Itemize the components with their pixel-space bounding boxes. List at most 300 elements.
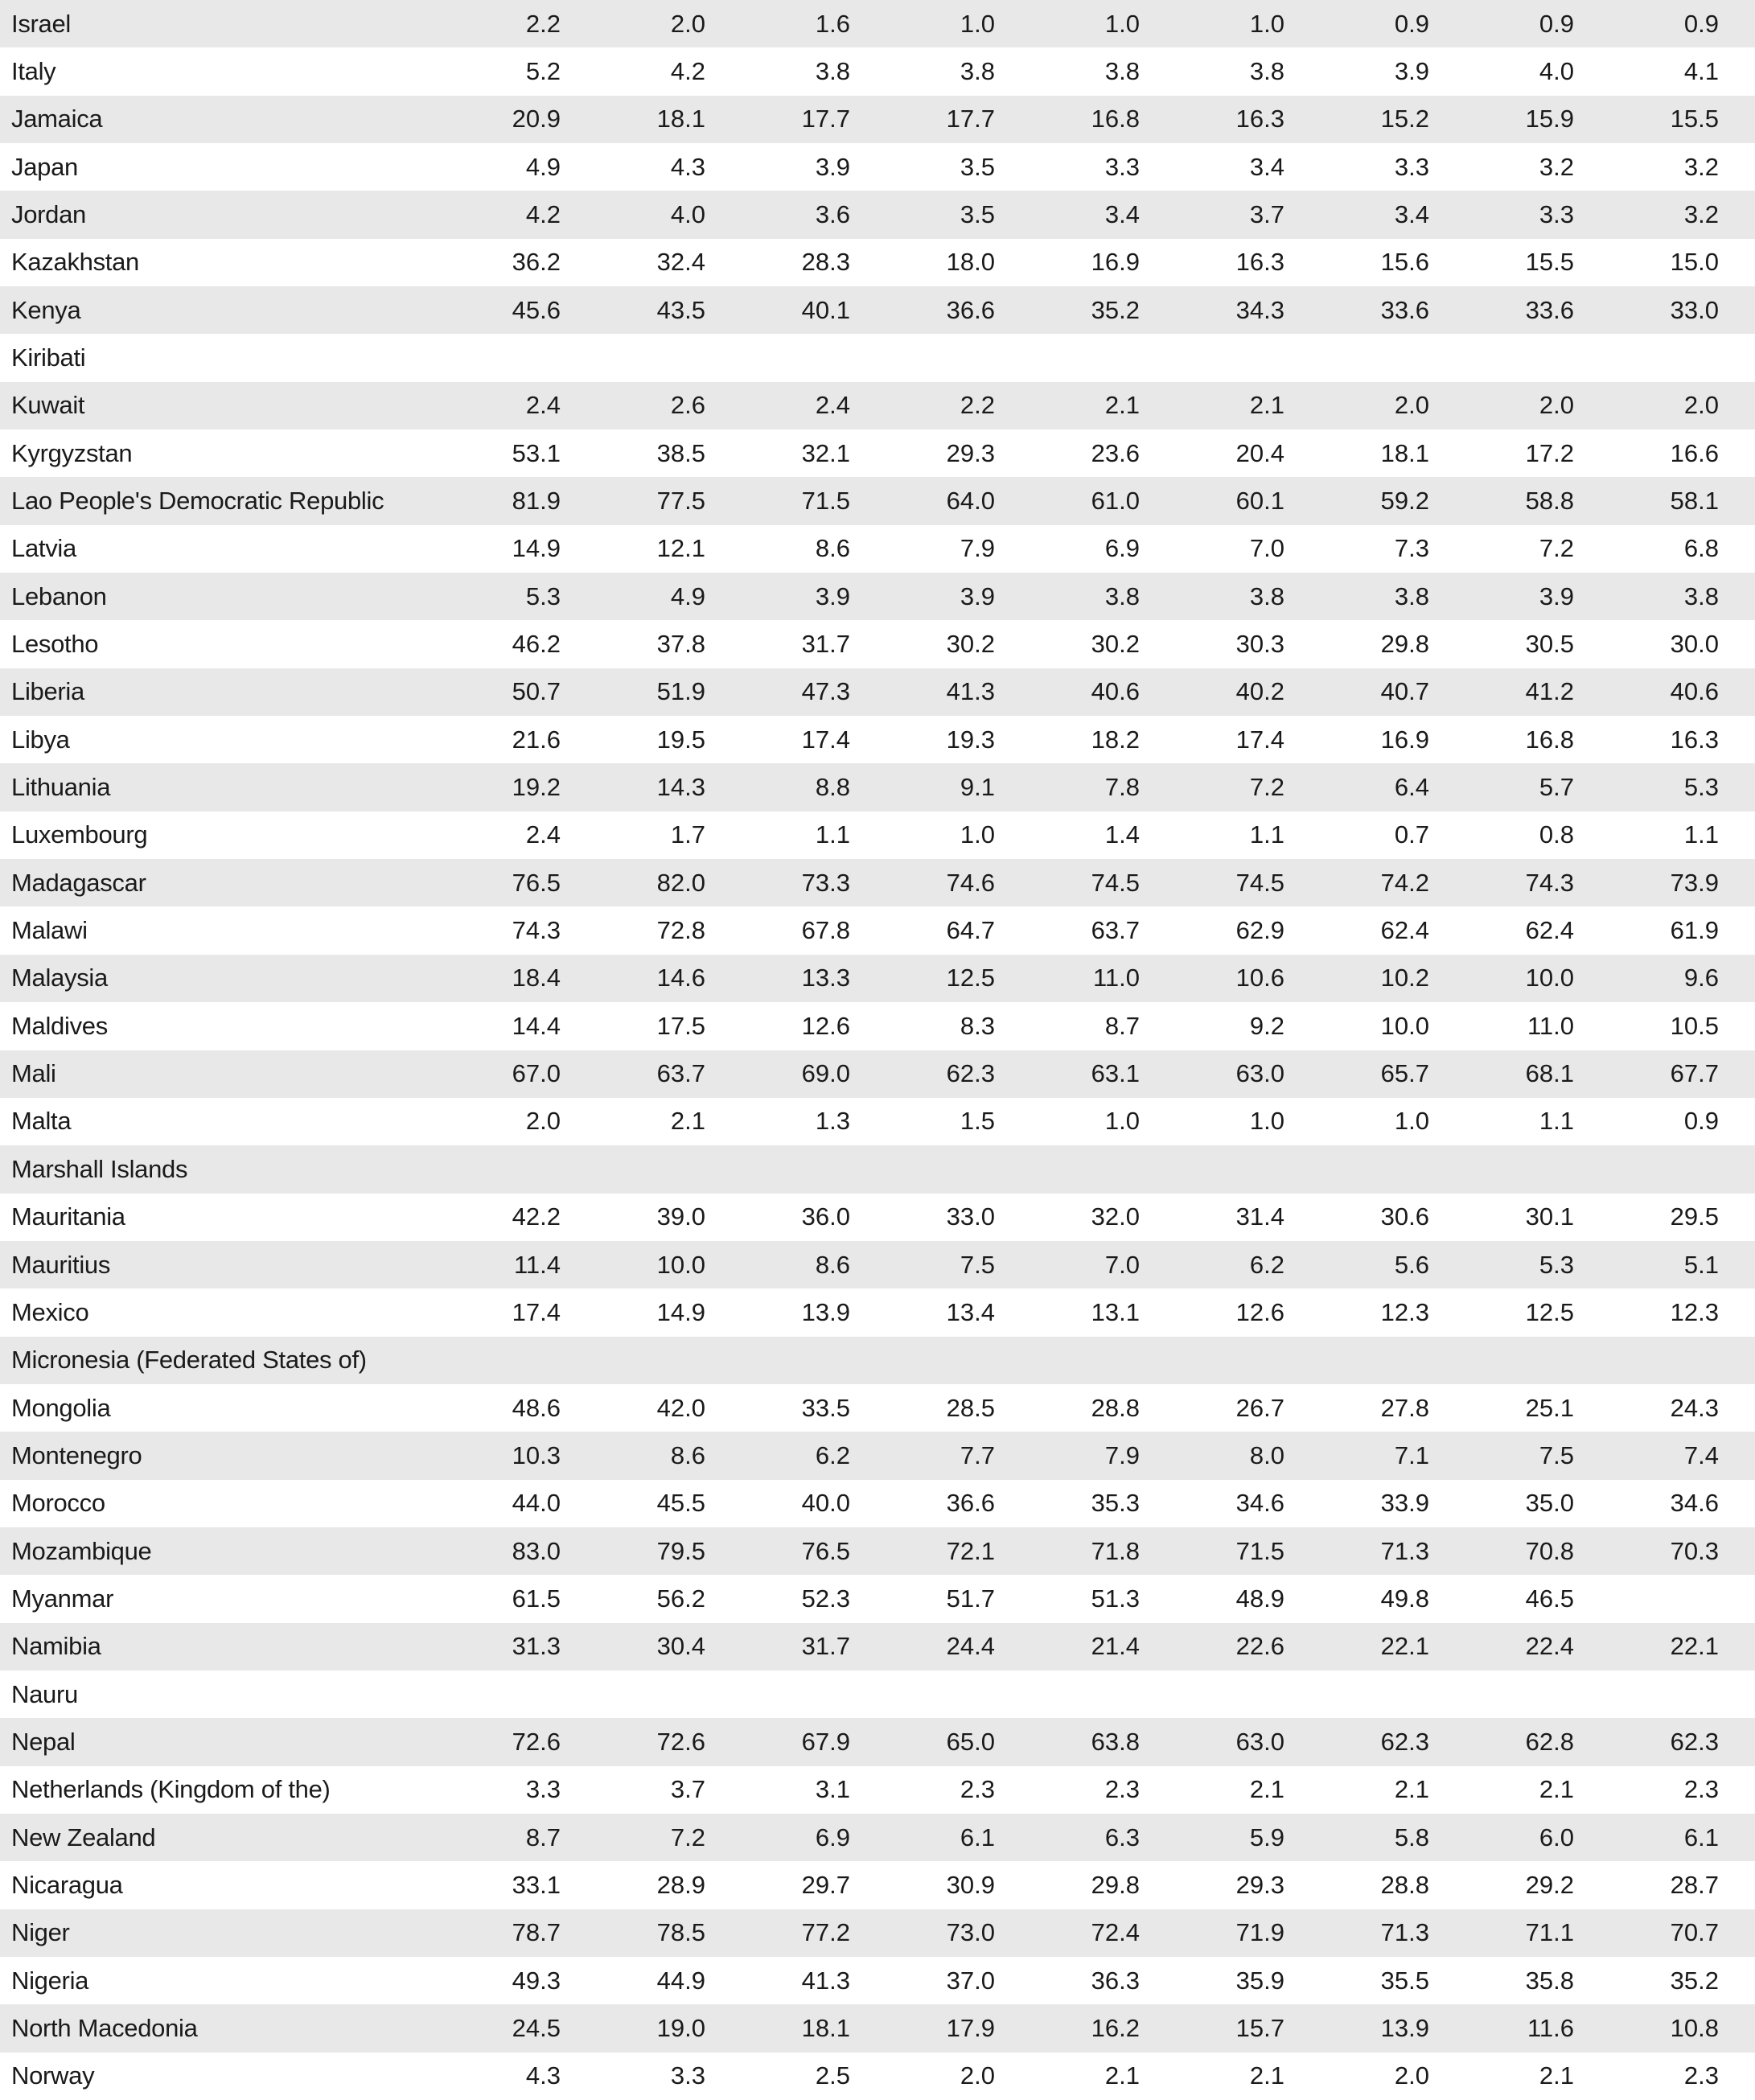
value-cell: 3.7 <box>1249 200 1284 229</box>
table-row <box>0 573 1755 620</box>
value-cell: 15.0 <box>1670 248 1719 277</box>
value-cell: 25.1 <box>1525 1393 1574 1422</box>
value-cell: 10.0 <box>656 1250 705 1279</box>
value-cell: 6.9 <box>1104 534 1140 563</box>
value-cell: 21.4 <box>1091 1632 1140 1661</box>
table-row <box>0 1957 1755 2004</box>
table-row <box>0 1145 1755 1193</box>
value-cell: 40.6 <box>1670 677 1719 706</box>
value-cell: 1.0 <box>960 9 995 38</box>
value-cell: 3.3 <box>670 2061 705 2090</box>
value-cell: 32.1 <box>801 438 850 467</box>
value-cell: 10.0 <box>1525 964 1574 992</box>
value-cell: 62.3 <box>1670 1727 1719 1756</box>
value-cell: 36.3 <box>1091 1966 1140 1995</box>
value-cell: 46.2 <box>512 630 561 659</box>
value-cell: 28.8 <box>1380 1870 1429 1899</box>
value-cell: 46.5 <box>1525 1584 1574 1613</box>
value-cell: 18.4 <box>512 964 561 992</box>
country-name-cell: Mauritania <box>11 1202 125 1231</box>
value-cell: 42.0 <box>656 1393 705 1422</box>
table-row <box>0 47 1755 95</box>
value-cell: 4.0 <box>670 200 705 229</box>
value-cell: 7.1 <box>1394 1440 1429 1469</box>
value-cell: 62.4 <box>1380 916 1429 945</box>
value-cell: 53.1 <box>512 438 561 467</box>
value-cell: 30.2 <box>946 630 995 659</box>
value-cell: 14.9 <box>656 1297 705 1326</box>
value-cell: 16.3 <box>1670 725 1719 754</box>
table-row <box>0 477 1755 524</box>
value-cell: 15.5 <box>1525 248 1574 277</box>
value-cell: 33.0 <box>946 1202 995 1231</box>
country-name-cell: Lao People's Democratic Republic <box>11 487 384 516</box>
value-cell: 16.3 <box>1235 105 1284 134</box>
value-cell: 20.4 <box>1235 438 1284 467</box>
value-cell: 72.6 <box>656 1727 705 1756</box>
value-cell: 77.5 <box>656 487 705 516</box>
value-cell: 0.9 <box>1394 9 1429 38</box>
value-cell: 13.3 <box>801 964 850 992</box>
value-cell: 50.7 <box>512 677 561 706</box>
country-name-cell: Maldives <box>11 1011 108 1040</box>
value-cell: 30.0 <box>1670 630 1719 659</box>
value-cell: 1.0 <box>1249 9 1284 38</box>
value-cell: 6.2 <box>1249 1250 1284 1279</box>
value-cell: 78.7 <box>512 1918 561 1947</box>
value-cell: 63.0 <box>1235 1059 1284 1088</box>
value-cell: 0.9 <box>1683 9 1719 38</box>
country-name-cell: Malaysia <box>11 964 108 992</box>
value-cell: 74.3 <box>1525 868 1574 897</box>
country-name-cell: Latvia <box>11 534 76 563</box>
value-cell: 14.4 <box>512 1011 561 1040</box>
value-cell: 71.5 <box>1235 1536 1284 1565</box>
value-cell: 45.6 <box>512 295 561 324</box>
value-cell: 2.5 <box>815 2061 850 2090</box>
value-cell: 6.1 <box>1683 1823 1719 1851</box>
value-cell: 74.2 <box>1380 868 1429 897</box>
value-cell: 48.9 <box>1235 1584 1284 1613</box>
table-row <box>0 191 1755 238</box>
value-cell: 3.4 <box>1249 152 1284 181</box>
value-cell: 36.6 <box>946 1489 995 1518</box>
value-cell: 29.7 <box>801 1870 850 1899</box>
table-row <box>0 239 1755 286</box>
value-cell: 17.4 <box>801 725 850 754</box>
value-cell: 35.2 <box>1670 1966 1719 1995</box>
value-cell: 42.2 <box>512 1202 561 1231</box>
value-cell: 82.0 <box>656 868 705 897</box>
value-cell: 17.9 <box>946 2013 995 2042</box>
table-row <box>0 1050 1755 1098</box>
country-name-cell: Kiribati <box>11 343 86 372</box>
value-cell: 62.9 <box>1235 916 1284 945</box>
country-name-cell: Niger <box>11 1918 70 1947</box>
value-cell: 35.8 <box>1525 1966 1574 1995</box>
value-cell: 33.6 <box>1380 295 1429 324</box>
value-cell: 6.1 <box>960 1823 995 1851</box>
value-cell: 58.1 <box>1670 487 1719 516</box>
value-cell: 1.3 <box>815 1107 850 1136</box>
value-cell: 40.2 <box>1235 677 1284 706</box>
country-name-cell: Malawi <box>11 916 88 945</box>
value-cell: 62.3 <box>946 1059 995 1088</box>
value-cell: 39.0 <box>656 1202 705 1231</box>
value-cell: 14.9 <box>512 534 561 563</box>
value-cell: 16.2 <box>1091 2013 1140 2042</box>
table-row <box>0 812 1755 859</box>
value-cell: 4.9 <box>525 152 561 181</box>
value-cell: 14.3 <box>656 773 705 802</box>
value-cell: 5.1 <box>1683 1250 1719 1279</box>
value-cell: 8.6 <box>815 534 850 563</box>
value-cell: 11.4 <box>513 1250 561 1279</box>
table-row <box>0 2053 1755 2100</box>
value-cell: 3.1 <box>815 1775 850 1804</box>
value-cell: 49.8 <box>1380 1584 1429 1613</box>
value-cell: 3.3 <box>1104 152 1140 181</box>
value-cell: 61.5 <box>512 1584 561 1613</box>
value-cell: 7.4 <box>1683 1440 1719 1469</box>
value-cell: 2.1 <box>1539 2061 1574 2090</box>
value-cell: 2.1 <box>1394 1775 1429 1804</box>
value-cell: 65.0 <box>946 1727 995 1756</box>
value-cell: 64.0 <box>946 487 995 516</box>
value-cell: 27.8 <box>1380 1393 1429 1422</box>
value-cell: 33.1 <box>512 1870 561 1899</box>
country-name-cell: Nauru <box>11 1679 78 1708</box>
value-cell: 3.9 <box>815 152 850 181</box>
value-cell: 71.3 <box>1380 1536 1429 1565</box>
value-cell: 41.2 <box>1525 677 1574 706</box>
value-cell: 12.3 <box>1380 1297 1429 1326</box>
value-cell: 2.1 <box>1249 2061 1284 2090</box>
value-cell: 35.3 <box>1091 1489 1140 1518</box>
country-name-cell: New Zealand <box>11 1823 156 1851</box>
country-name-cell: Lesotho <box>11 630 99 659</box>
value-cell: 10.5 <box>1670 1011 1719 1040</box>
value-cell: 8.7 <box>1104 1011 1140 1040</box>
value-cell: 3.9 <box>960 582 995 610</box>
value-cell: 3.9 <box>1394 56 1429 85</box>
value-cell: 21.6 <box>512 725 561 754</box>
value-cell: 7.2 <box>1249 773 1284 802</box>
country-name-cell: Libya <box>11 725 70 754</box>
value-cell: 2.1 <box>1104 2061 1140 2090</box>
value-cell: 0.8 <box>1539 820 1574 849</box>
country-name-cell: Kyrgyzstan <box>11 438 133 467</box>
table-row <box>0 2004 1755 2052</box>
value-cell: 58.8 <box>1525 487 1574 516</box>
value-cell: 31.7 <box>801 1632 850 1661</box>
value-cell: 28.7 <box>1670 1870 1719 1899</box>
value-cell: 16.9 <box>1380 725 1429 754</box>
value-cell: 67.9 <box>801 1727 850 1756</box>
value-cell: 7.2 <box>1539 534 1574 563</box>
country-name-cell: Norway <box>11 2061 95 2090</box>
value-cell: 32.4 <box>656 248 705 277</box>
value-cell: 20.9 <box>512 105 561 134</box>
value-cell: 30.6 <box>1380 1202 1429 1231</box>
table-row <box>0 1527 1755 1575</box>
value-cell: 18.2 <box>1091 725 1140 754</box>
country-name-cell: Marshall Islands <box>11 1154 188 1183</box>
country-name-cell: Italy <box>11 56 56 85</box>
value-cell: 43.5 <box>656 295 705 324</box>
country-name-cell: Nepal <box>11 1727 76 1756</box>
value-cell: 40.6 <box>1091 677 1140 706</box>
country-name-cell: Madagascar <box>11 868 146 897</box>
value-cell: 40.0 <box>801 1489 850 1518</box>
value-cell: 24.5 <box>512 2013 561 2042</box>
country-name-cell: Mexico <box>11 1297 89 1326</box>
value-cell: 7.9 <box>1104 1440 1140 1469</box>
value-cell: 15.2 <box>1380 105 1429 134</box>
value-cell: 5.3 <box>1683 773 1719 802</box>
value-cell: 6.3 <box>1104 1823 1140 1851</box>
country-name-cell: Kenya <box>11 295 81 324</box>
value-cell: 2.1 <box>1249 1775 1284 1804</box>
value-cell: 3.2 <box>1683 200 1719 229</box>
value-cell: 49.3 <box>512 1966 561 1995</box>
value-cell: 4.2 <box>670 56 705 85</box>
value-cell: 7.8 <box>1104 773 1140 802</box>
value-cell: 18.1 <box>1380 438 1429 467</box>
value-cell: 34.6 <box>1670 1489 1719 1518</box>
value-cell: 4.3 <box>525 2061 561 2090</box>
country-name-cell: Mozambique <box>11 1536 152 1565</box>
country-name-cell: Luxembourg <box>11 820 148 849</box>
value-cell: 30.3 <box>1235 630 1284 659</box>
value-cell: 28.8 <box>1091 1393 1140 1422</box>
value-cell: 15.5 <box>1670 105 1719 134</box>
value-cell: 17.7 <box>801 105 850 134</box>
value-cell: 63.8 <box>1091 1727 1140 1756</box>
country-name-cell: Kazakhstan <box>11 248 139 277</box>
country-name-cell: Lithuania <box>11 773 111 802</box>
value-cell: 62.4 <box>1525 916 1574 945</box>
table-row <box>0 1288 1755 1336</box>
value-cell: 8.6 <box>815 1250 850 1279</box>
value-cell: 16.8 <box>1091 105 1140 134</box>
value-cell: 19.3 <box>946 725 995 754</box>
value-cell: 1.0 <box>960 820 995 849</box>
value-cell: 7.9 <box>960 534 995 563</box>
value-cell: 72.6 <box>512 1727 561 1756</box>
value-cell: 70.8 <box>1525 1536 1574 1565</box>
value-cell: 1.0 <box>1104 9 1140 38</box>
value-cell: 76.5 <box>512 868 561 897</box>
value-cell: 3.5 <box>960 200 995 229</box>
value-cell: 8.6 <box>670 1440 705 1469</box>
value-cell: 30.1 <box>1525 1202 1574 1231</box>
value-cell: 4.1 <box>1683 56 1719 85</box>
table-row <box>0 763 1755 811</box>
value-cell: 13.4 <box>946 1297 995 1326</box>
value-cell: 12.6 <box>1235 1297 1284 1326</box>
value-cell: 1.7 <box>670 820 705 849</box>
value-cell: 30.4 <box>656 1632 705 1661</box>
value-cell: 74.5 <box>1235 868 1284 897</box>
table-row <box>0 1718 1755 1765</box>
value-cell: 74.5 <box>1091 868 1140 897</box>
value-cell: 19.2 <box>512 773 561 802</box>
value-cell: 22.1 <box>1670 1632 1719 1661</box>
value-cell: 31.4 <box>1235 1202 1284 1231</box>
value-cell: 2.0 <box>1394 2061 1429 2090</box>
value-cell: 19.0 <box>656 2013 705 2042</box>
value-cell: 61.0 <box>1091 487 1140 516</box>
value-cell: 16.6 <box>1670 438 1719 467</box>
value-cell: 28.3 <box>801 248 850 277</box>
value-cell: 2.0 <box>525 1107 561 1136</box>
country-name-cell: Montenegro <box>11 1440 142 1469</box>
value-cell: 33.9 <box>1380 1489 1429 1518</box>
table-row <box>0 1861 1755 1909</box>
value-cell: 5.6 <box>1394 1250 1429 1279</box>
table-row <box>0 1002 1755 1050</box>
table-row <box>0 525 1755 573</box>
value-cell: 3.3 <box>1539 200 1574 229</box>
value-cell: 44.9 <box>656 1966 705 1995</box>
country-name-cell: Jamaica <box>11 105 103 134</box>
value-cell: 72.1 <box>946 1536 995 1565</box>
value-cell: 1.6 <box>815 9 850 38</box>
value-cell: 18.1 <box>656 105 705 134</box>
value-cell: 51.9 <box>656 677 705 706</box>
value-cell: 4.0 <box>1539 56 1574 85</box>
value-cell: 3.8 <box>1104 56 1140 85</box>
table-row <box>0 1432 1755 1479</box>
value-cell: 14.6 <box>656 964 705 992</box>
value-cell: 69.0 <box>801 1059 850 1088</box>
value-cell: 62.8 <box>1525 1727 1574 1756</box>
value-cell: 59.2 <box>1380 487 1429 516</box>
table-row <box>0 620 1755 668</box>
value-cell: 1.1 <box>815 820 850 849</box>
value-cell: 40.7 <box>1380 677 1429 706</box>
value-cell: 3.8 <box>1104 582 1140 610</box>
table-row <box>0 1909 1755 1957</box>
table-row <box>0 286 1755 334</box>
value-cell: 4.9 <box>670 582 705 610</box>
country-name-cell: Jordan <box>11 200 86 229</box>
value-cell: 3.9 <box>815 582 850 610</box>
value-cell: 71.8 <box>1091 1536 1140 1565</box>
value-cell: 34.6 <box>1235 1489 1284 1518</box>
value-cell: 29.3 <box>1235 1870 1284 1899</box>
value-cell: 0.9 <box>1539 9 1574 38</box>
value-cell: 36.6 <box>946 295 995 324</box>
value-cell: 2.0 <box>1683 391 1719 420</box>
value-cell: 2.1 <box>1104 391 1140 420</box>
value-cell: 7.0 <box>1104 1250 1140 1279</box>
value-cell: 17.2 <box>1525 438 1574 467</box>
table-row <box>0 143 1755 191</box>
value-cell: 4.3 <box>670 152 705 181</box>
value-cell: 33.0 <box>1670 295 1719 324</box>
value-cell: 2.3 <box>1683 1775 1719 1804</box>
value-cell: 73.3 <box>801 868 850 897</box>
country-name-cell: Liberia <box>11 677 84 706</box>
value-cell: 8.7 <box>525 1823 561 1851</box>
value-cell: 17.5 <box>656 1011 705 1040</box>
table-row <box>0 906 1755 954</box>
table-row <box>0 955 1755 1002</box>
country-name-cell: Morocco <box>11 1489 105 1518</box>
country-name-cell: Mongolia <box>11 1393 111 1422</box>
value-cell: 13.9 <box>1380 2013 1429 2042</box>
value-cell: 2.0 <box>960 2061 995 2090</box>
value-cell: 7.0 <box>1249 534 1284 563</box>
value-cell: 0.7 <box>1394 820 1429 849</box>
value-cell: 61.9 <box>1670 916 1719 945</box>
value-cell: 5.2 <box>525 56 561 85</box>
value-cell: 33.6 <box>1525 295 1574 324</box>
value-cell: 3.8 <box>960 56 995 85</box>
value-cell: 63.0 <box>1235 1727 1284 1756</box>
country-name-cell: Namibia <box>11 1632 101 1661</box>
value-cell: 28.9 <box>656 1870 705 1899</box>
value-cell: 1.0 <box>1249 1107 1284 1136</box>
country-name-cell: Netherlands (Kingdom of the) <box>11 1775 331 1804</box>
value-cell: 48.6 <box>512 1393 561 1422</box>
value-cell: 63.1 <box>1091 1059 1140 1088</box>
value-cell: 3.2 <box>1683 152 1719 181</box>
value-cell: 2.4 <box>815 391 850 420</box>
value-cell: 3.4 <box>1394 200 1429 229</box>
value-cell: 36.0 <box>801 1202 850 1231</box>
table-row <box>0 1337 1755 1384</box>
value-cell: 40.1 <box>801 295 850 324</box>
value-cell: 29.3 <box>946 438 995 467</box>
table-row <box>0 716 1755 763</box>
value-cell: 79.5 <box>656 1536 705 1565</box>
value-cell: 74.6 <box>946 868 995 897</box>
value-cell: 6.2 <box>815 1440 850 1469</box>
value-cell: 74.3 <box>512 916 561 945</box>
value-cell: 3.3 <box>1394 152 1429 181</box>
value-cell: 38.5 <box>656 438 705 467</box>
value-cell: 29.8 <box>1091 1870 1140 1899</box>
value-cell: 67.0 <box>512 1059 561 1088</box>
value-cell: 2.1 <box>670 1107 705 1136</box>
value-cell: 52.3 <box>801 1584 850 1613</box>
value-cell: 2.0 <box>1539 391 1574 420</box>
value-cell: 3.8 <box>1394 582 1429 610</box>
value-cell: 6.8 <box>1683 534 1719 563</box>
value-cell: 8.3 <box>960 1011 995 1040</box>
table-row <box>0 0 1755 47</box>
value-cell: 3.9 <box>1539 582 1574 610</box>
country-name-cell: Mauritius <box>11 1250 111 1279</box>
value-cell: 10.0 <box>1380 1011 1429 1040</box>
value-cell: 2.1 <box>1249 391 1284 420</box>
value-cell: 70.3 <box>1670 1536 1719 1565</box>
value-cell: 3.8 <box>1249 56 1284 85</box>
value-cell: 1.5 <box>960 1107 995 1136</box>
value-cell: 16.3 <box>1235 248 1284 277</box>
table-row <box>0 429 1755 477</box>
value-cell: 2.3 <box>960 1775 995 1804</box>
value-cell: 35.0 <box>1525 1489 1574 1518</box>
value-cell: 3.8 <box>1683 582 1719 610</box>
value-cell: 11.0 <box>1527 1011 1574 1040</box>
table-row <box>0 334 1755 381</box>
value-cell: 2.3 <box>1104 1775 1140 1804</box>
country-name-cell: North Macedonia <box>11 2013 198 2042</box>
